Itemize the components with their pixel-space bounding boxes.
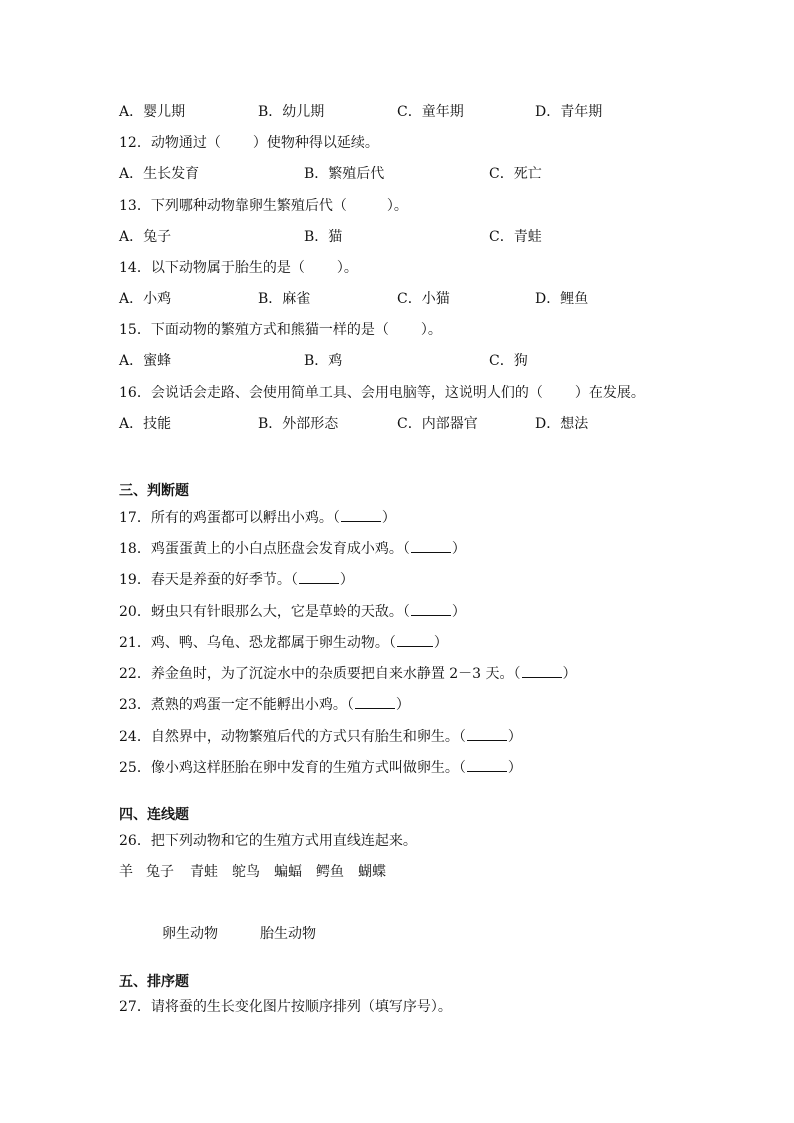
animal-item[interactable]: 鸵鸟 <box>232 864 260 880</box>
animal-item[interactable]: 青蛙 <box>190 864 218 880</box>
q13-option-a: A．兔子 <box>119 229 172 245</box>
q11-option-d: D．青年期 <box>535 104 603 120</box>
q19-item: 19．春天是养蚕的好季节。（ ） <box>119 569 354 590</box>
animal-item[interactable]: 兔子 <box>146 864 174 880</box>
q14-option-a: A．小鸡 <box>119 291 172 307</box>
q14-option-d: D．鲤鱼 <box>535 291 589 307</box>
section-4-title: 四、连线题 <box>119 807 189 823</box>
q16-option-c: C．内部器官 <box>397 416 478 432</box>
q22-item: 22．养金鱼时，为了沉淀水中的杂质要把自来水静置 2－3 天。（ ） <box>119 663 577 684</box>
answer-blank[interactable] <box>522 663 562 678</box>
animal-item[interactable]: 蝴蝶 <box>358 864 386 880</box>
q26-stem: 26．把下列动物和它的生殖方式用直线连起来。 <box>119 833 417 849</box>
answer-blank[interactable] <box>467 726 507 741</box>
q25-item: 25．像小鸡这样胚胎在卵中发育的生殖方式叫做卵生。（ ） <box>119 757 522 778</box>
section-3-title: 三、判断题 <box>119 483 189 499</box>
q16-option-d: D．想法 <box>535 416 589 432</box>
section-5-title: 五、排序题 <box>119 974 189 990</box>
category-viviparous[interactable]: 胎生动物 <box>260 926 316 942</box>
q12-option-b: B．繁殖后代 <box>304 166 385 182</box>
q16-stem: 16．会说话会走路、会使用简单工具、会用电脑等，这说明人们的（ ）在发展。 <box>119 385 645 401</box>
answer-blank[interactable] <box>397 632 433 647</box>
q11-option-b: B．幼儿期 <box>258 104 325 120</box>
q15-option-c: C．狗 <box>489 353 528 369</box>
animal-item[interactable]: 鳄鱼 <box>316 864 344 880</box>
q15-option-a: A．蜜蜂 <box>119 353 172 369</box>
q16-option-b: B．外部形态 <box>258 416 339 432</box>
q15-option-b: B．鸡 <box>304 353 343 369</box>
q24-item: 24．自然界中，动物繁殖后代的方式只有胎生和卵生。（ ） <box>119 726 522 747</box>
q12-stem: 12．动物通过（ ）使物种得以延续。 <box>119 135 379 151</box>
q14-stem: 14．以下动物属于胎生的是（ ）。 <box>119 260 358 276</box>
answer-blank[interactable] <box>411 538 451 553</box>
q16-option-a: A．技能 <box>119 416 172 432</box>
q14-option-b: B．麻雀 <box>258 291 311 307</box>
animal-item[interactable]: 羊 <box>119 864 133 880</box>
q13-stem: 13．下列哪种动物靠卵生繁殖后代（ ）。 <box>119 198 408 214</box>
q23-item: 23．煮熟的鸡蛋一定不能孵出小鸡。（ ） <box>119 694 410 715</box>
q20-item: 20．蚜虫只有针眼那么大，它是草蛉的天敌。（ ） <box>119 601 466 622</box>
q17-item: 17．所有的鸡蛋都可以孵出小鸡。（ ） <box>119 507 396 528</box>
q13-option-c: C．青蛙 <box>489 229 542 245</box>
answer-blank[interactable] <box>467 757 507 772</box>
q18-item: 18．鸡蛋蛋黄上的小白点胚盘会发育成小鸡。（ ） <box>119 538 466 559</box>
q11-option-c: C．童年期 <box>397 104 464 120</box>
q27-stem: 27．请将蚕的生长变化图片按顺序排列（填写序号）。 <box>119 999 452 1015</box>
animal-item[interactable]: 蝙蝠 <box>274 864 302 880</box>
q15-stem: 15．下面动物的繁殖方式和熊猫一样的是（ ）。 <box>119 322 442 338</box>
answer-blank[interactable] <box>355 694 395 709</box>
q12-option-c: C．死亡 <box>489 166 542 182</box>
answer-blank[interactable] <box>341 507 381 522</box>
q11-option-a: A．婴儿期 <box>119 104 186 120</box>
q21-item: 21．鸡、鸭、乌龟、恐龙都属于卵生动物。（ ） <box>119 632 448 653</box>
answer-blank[interactable] <box>299 569 339 584</box>
category-oviparous[interactable]: 卵生动物 <box>162 926 218 942</box>
q14-option-c: C．小猫 <box>397 291 450 307</box>
q12-option-a: A．生长发育 <box>119 166 200 182</box>
answer-blank[interactable] <box>411 601 451 616</box>
q13-option-b: B．猫 <box>304 229 343 245</box>
